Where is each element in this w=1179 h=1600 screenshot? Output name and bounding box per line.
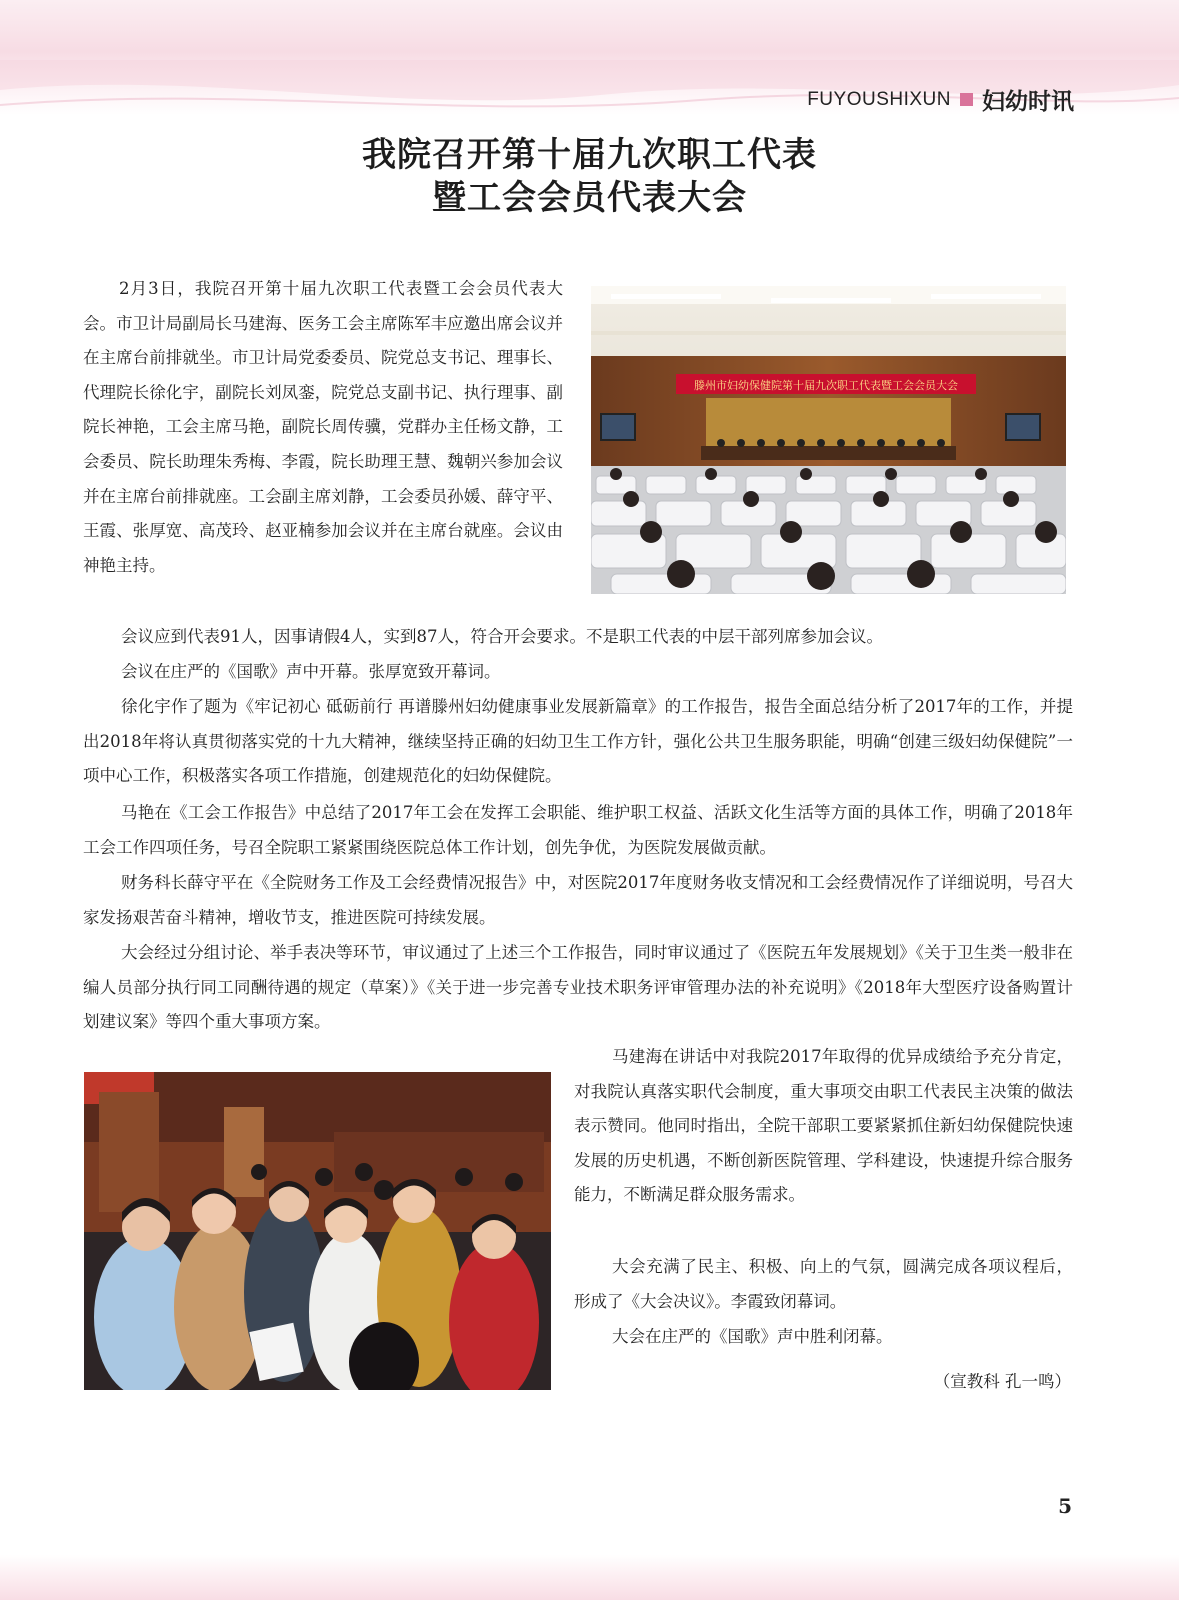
paragraph-9: 大会充满了民主、积极、向上的气氛，圆满完成各项议程后，形成了《大会决议》。李霞致闭幕词。 [574, 1257, 1073, 1311]
footer-decoration [0, 1555, 1179, 1600]
paragraph-2: 会议应到代表91人，因事请假4人，实到87人，符合开会要求。不是职工代表的中层干部列席参加会议。 [121, 627, 883, 646]
author-credit: （宣教科 孔一鸣） [933, 1372, 1071, 1391]
meeting-hall-photo [591, 286, 1066, 594]
paragraph-7: 大会经过分组讨论、举手表决等环节，审议通过了上述三个工作报告，同时审议通过了《医院五年发展规划》《关于卫生类一般非在编人员部分执行同工同酬待遇的规定（草案）》《关于进一步完善专业技术职务评审管理办法的补充说明》《2018年大型医疗设备购置计划建议案》等四个重大事项方案。 [83, 943, 1073, 1032]
paragraph-8: 马建海在讲话中对我院2017年取得的优异成绩给予充分肯定，对我院认真落实职代会制度，重大事项交由职工代表民主决策的做法表示赞同。他同时指出，全院干部职工要紧紧抓住新妇幼保健院快速发展的历史机遇，不断创新医院管理、学科建设，快速提升综合服务能力，不断满足群众服务需求。 [574, 1047, 1073, 1205]
paragraph-4: 徐化宇作了题为《牢记初心 砥砺前行 再谱滕州妇幼健康事业发展新篇章》的工作报告，报告全面总结分析了2017年的工作，并提出2018年将认真贯彻落实党的十九大精神，继续坚持正确的妇幼卫生工作方针，强化公共卫生服务职能，明确“创建三级妇幼保健院”一项中心工作，积极落实各项工作措施，创建规范化的妇幼保健院。 [83, 697, 1073, 786]
stage-banner-text: 滕州市妇幼保健院第十届九次职工代表暨工会会员大会 [694, 379, 958, 392]
paragraph-10: 大会在庄严的《国歌》声中胜利闭幕。 [612, 1327, 893, 1346]
paragraph-3: 会议在庄严的《国歌》声中开幕。张厚宽致开幕词。 [121, 662, 501, 681]
section-header [807, 83, 1074, 116]
group-discussion-photo [84, 1072, 551, 1390]
section-name-zh: 妇幼时讯 [982, 89, 1074, 115]
pink-square-icon [960, 93, 973, 106]
section-name-en: FUYOUSHIXUN [807, 88, 951, 110]
article-title [0, 134, 1179, 220]
paragraph-5: 马艳在《工会工作报告》中总结了2017年工会在发挥工会职能、维护职工权益、活跃文化生活等方面的具体工作，明确了2018年工会工作四项任务，号召全院职工紧紧围绕医院总体工作计划，创先争优，为医院发展做贡献。 [83, 803, 1073, 857]
title-line-2: 暨工会会员代表大会 [432, 178, 747, 218]
title-line-1: 我院召开第十届九次职工代表 [362, 135, 817, 175]
paragraph-1: 2月3日，我院召开第十届九次职工代表暨工会会员代表大会。市卫计局副局长马建海、医务工会主席陈军丰应邀出席会议并在主席台前排就坐。市卫计局党委委员、院党总支书记、理事长、代理院长徐化宇，副院长刘凤銮，院党总支副书记、执行理事、副院长神艳，工会主席马艳，副院长周传骥，党群办主任杨文静，工会委员、院长助理朱秀梅、李霞，院长助理王慧、魏朝兴参加会议并在主席台前排就座。工会副主席刘静，工会委员孙媛、薛守平、王霞、张厚宽、高茂玲、赵亚楠参加会议并在主席台就座。会议由神艳主持。 [83, 279, 563, 575]
page-number: 5 [1058, 1494, 1072, 1518]
paragraph-6: 财务科长薛守平在《全院财务工作及工会经费情况报告》中，对医院2017年度财务收支情况和工会经费情况作了详细说明，号召大家发扬艰苦奋斗精神，增收节支，推进医院可持续发展。 [83, 873, 1073, 927]
